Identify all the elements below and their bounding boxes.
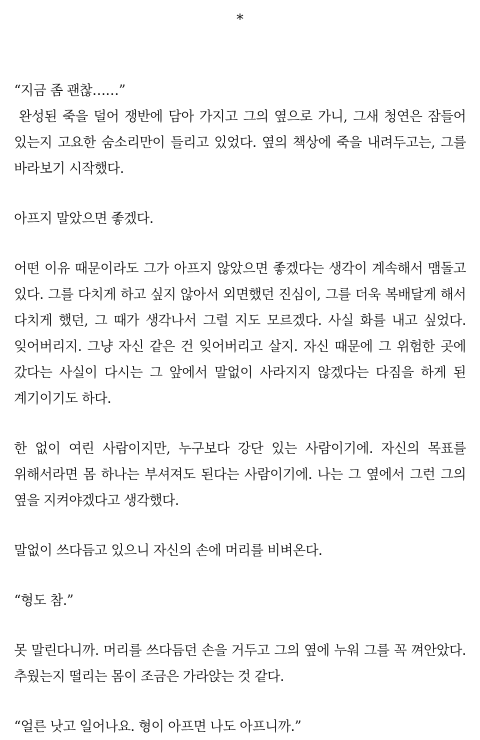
narration-paragraph-1: 완성된 죽을 덜어 쟁반에 담아 가지고 그의 옆으로 가니, 그새 청연은 잠들어 있는지 고요한 숨소리만이 들리고 있었다. 옆의 책상에 죽을 내려두고는, 그를 바라보기 시작했다. xyxy=(14,109,466,177)
dialogue-line-2: “형도 참.” xyxy=(14,593,74,609)
narration-paragraph-4: 말없이 쓰다듬고 있으니 자신의 손에 머리를 비벼온다. xyxy=(14,543,323,559)
dialogue-line-1: “지금 좀 괜찮……” xyxy=(14,83,126,99)
section-separator: * xyxy=(236,12,244,28)
thought-line: 아프지 말았으면 좋겠다. xyxy=(14,211,154,227)
story-text xyxy=(14,78,466,740)
narration-paragraph-3: 한 없이 여린 사람이지만, 누구보다 강단 있는 사람이기에. 자신의 목표를 위해서라면 몸 하나는 부셔져도 된다는 사람이기에. 나는 그 옆에서 그런 그의 옆을 지켜야겠다고 생각했다. xyxy=(14,441,466,509)
dialogue-line-3: “얼른 낫고 일어나요. 형이 아프면 나도 아프니까.” xyxy=(14,719,302,735)
narration-paragraph-2: 어떤 이유 때문이라도 그가 아프지 않았으면 좋겠다는 생각이 계속해서 맴돌고 있다. 그를 다치게 하고 싶지 않아서 외면했던 진심이, 그를 더욱 복배달게 해서 다치게 했던, 그 때가 생각나서 그럴 지도 모르겠다. 사실 화를 내고 싶었다. 잊어버리지. 그냥 자신 같은 건 잊어버리고 살지. 자신 때문에 그 위험한 곳에 갔다는 사실이 다시는 그 앞에서 말없이 사라지지 않겠다는 다짐을 하게 된 계기이기도 하다. xyxy=(14,261,466,407)
narration-paragraph-5: 못 말린다니까. 머리를 쓰다듬던 손을 거두고 그의 옆에 누워 그를 꼭 껴안았다. 추웠는지 떨리는 몸이 조금은 가라앉는 것 같다. xyxy=(14,643,466,685)
